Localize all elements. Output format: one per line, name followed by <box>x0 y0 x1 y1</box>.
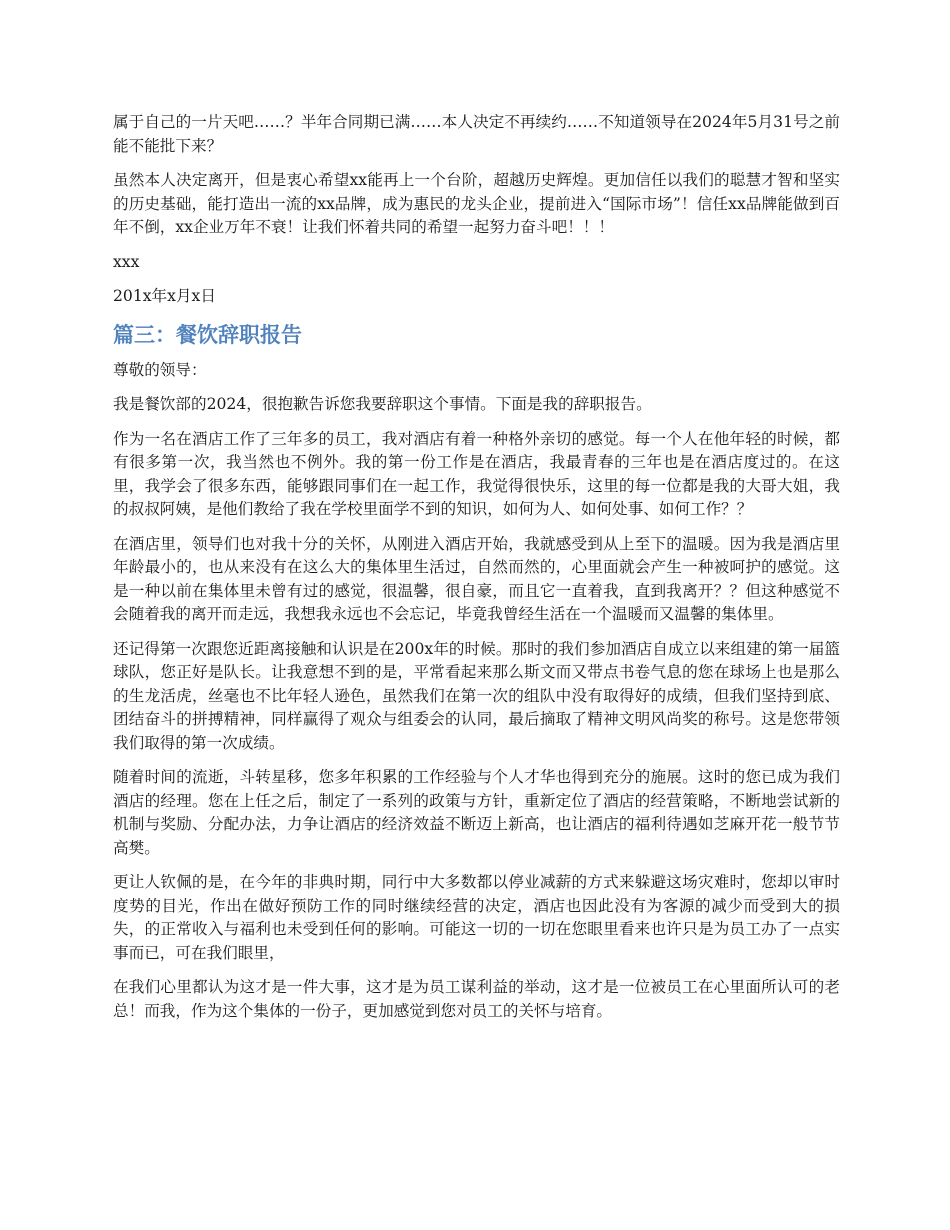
paragraph-sars-period: 更让人钦佩的是，在今年的非典时期，同行中大多数都以停业减薪的方式来躲避这场灾难时，您却以审时度势的目光，作出在做好预防工作的同时继续经营的决定，酒店也因此没有为客源的减少而受到大的损失，的正常收入与福利也未受到任何的影响。可能这一切的一切在您眼里看来也许只是为员工办了一点实事而已，可在我们眼里， <box>113 873 840 962</box>
section-title: 篇三：餐饮辞职报告 <box>113 322 302 347</box>
paragraph-best-wishes: 虽然本人决定离开，但是衷心希望xx能再上一个台阶，超越历史辉煌。更加信任以我们的聪慧才智和坚实的历史基础，能打造出一流的xx品牌，成为惠民的龙头企业，提前进入“国际市场”！信任xx品牌能做到百年不倒，xx企业万年不衰！让我们怀着共同的希望一起努力奋斗吧！！！ <box>113 171 840 236</box>
paragraph-basketball-team: 还记得第一次跟您近距离接触和认识是在200x年的时候。那时的我们参加酒店自成立以来组建的第一届篮球队，您正好是队长。让我意想不到的是，平常看起来那么斯文而又带点书卷气息的您在球场上也是那么的生龙活虎，丝毫也不比年轻人逊色，虽然我们在第一次的组队中没有取得好的成绩，但我们坚持到底、团结奋斗的拼搏精神，同样赢得了观众与组委会的认同，最后摘取了精神文明风尚奖的称号。这是您带领我们取得的第一次成绩。 <box>113 639 840 752</box>
paragraph-intro: 我是餐饮部的2024，很抱歉告诉您我要辞职这个事情。下面是我的辞职报告。 <box>113 395 652 413</box>
document-page <box>113 111 840 1034</box>
paragraph-leader-care: 在酒店里，领导们也对我十分的关怀，从刚进入酒店开始，我就感受到从上至下的温暖。因为我是酒店里年龄最小的，也从来没有在这么大的集体里生活过，自然而然的，心里面就会产生一种被呵护的感觉。这是一种以前在集体里未曾有过的感觉，很温馨，很自豪，而且它一直着我，直到我离开？？但这种感觉不会随着我的离开而走远，我想我永远也不会忘记，毕竟我曾经生活在一个温暖而又温馨的集体里。 <box>113 534 840 623</box>
signature-name: xxx <box>113 252 140 271</box>
salutation: 尊敬的领导： <box>113 360 207 379</box>
signature-date: 201x年x月x日 <box>113 287 216 305</box>
paragraph-contract-ending: 属于自己的一片天吧……？半年合同期已满……本人决定不再续约……不知道领导在2024年5月31号之前能不能批下来？ <box>113 113 840 155</box>
paragraph-manager-achievements: 随着时间的流逝，斗转星移，您多年积累的工作经验与个人才华也得到充分的施展。这时的您已成为我们酒店的经理。您在上任之后，制定了一系列的政策与方针，重新定位了酒店的经营策略，不断地尝试新的机制与奖励、分配办法，力争让酒店的经济效益不断迈上新高，也让酒店的福利待遇如芝麻开花一般节节高樊。 <box>113 768 840 857</box>
paragraph-gratitude: 在我们心里都认为这才是一件大事，这才是为员工谋利益的举动，这才是一位被员工在心里面所认可的老总！而我，作为这个集体的一份子，更加感觉到您对员工的关怀与培育。 <box>113 978 840 1020</box>
paragraph-hotel-feelings: 作为一名在酒店工作了三年多的员工，我对酒店有着一种格外亲切的感觉。每一个人在他年轻的时候，都有很多第一次，我当然也不例外。我的第一份工作是在酒店，我最青春的三年也是在酒店度过的。在这里，我学会了很多东西，能够跟同事们在一起工作，我觉得很快乐，这里的每一位都是我的大哥大姐，我的叔叔阿姨，是他们教给了我在学校里面学不到的知识，如何为人、如何处事、如何工作？？ <box>113 429 840 518</box>
